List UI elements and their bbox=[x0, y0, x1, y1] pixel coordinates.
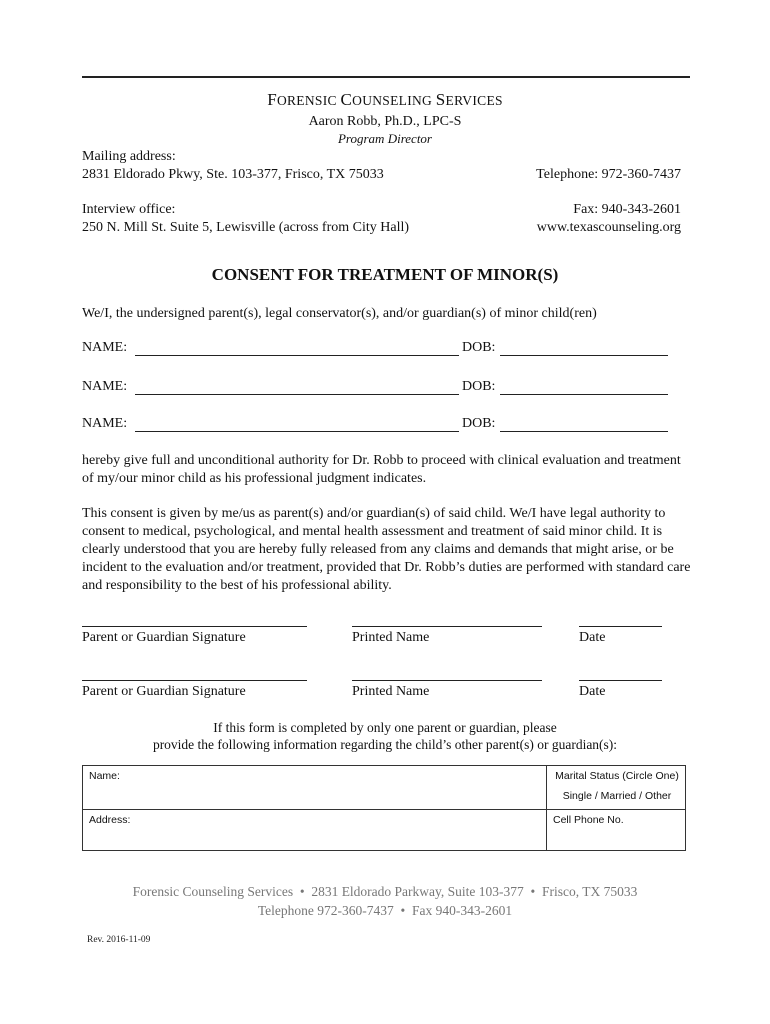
other-parent-note bbox=[0, 719, 770, 753]
child-name-field[interactable] bbox=[135, 431, 459, 432]
date-line[interactable] bbox=[579, 680, 662, 681]
date-label: Date bbox=[579, 630, 606, 645]
org-title-part: C bbox=[340, 90, 353, 109]
org-title-part: OUNSELING bbox=[352, 93, 436, 108]
authority-paragraph: hereby give full and unconditional authority for Dr. Robb to proceed with clinical evaluation and treatment of my/our minor child as his professional judgment indicates. bbox=[82, 453, 681, 486]
other-parent-name-field[interactable]: Name: bbox=[89, 770, 120, 782]
header-rule bbox=[82, 76, 690, 78]
mailing-label: Mailing address: bbox=[82, 149, 176, 164]
interview-office-block bbox=[82, 201, 409, 237]
child-name-row bbox=[82, 340, 692, 360]
interview-label: Interview office: bbox=[82, 202, 176, 217]
child-name-field[interactable] bbox=[135, 355, 459, 356]
child-name-row bbox=[82, 379, 692, 399]
dob-label: DOB: bbox=[462, 340, 496, 355]
printed-name-line[interactable] bbox=[352, 626, 542, 627]
child-dob-field[interactable] bbox=[500, 355, 668, 356]
parent-signature-line[interactable] bbox=[82, 626, 307, 627]
child-name-row bbox=[82, 416, 692, 436]
name-label: NAME: bbox=[82, 416, 128, 431]
director-title: Program Director bbox=[337, 131, 432, 146]
printed-name-label: Printed Name bbox=[352, 630, 430, 645]
interview-address: 250 N. Mill St. Suite 5, Lewisville (across from City Hall) bbox=[82, 220, 410, 235]
box-divider bbox=[546, 766, 547, 850]
marital-status-options[interactable]: Single / Married / Other bbox=[562, 790, 672, 802]
child-dob-field[interactable] bbox=[500, 431, 668, 432]
organization-title bbox=[0, 90, 770, 110]
name-label: NAME: bbox=[82, 340, 128, 355]
website: www.texascounseling.org bbox=[536, 220, 681, 235]
footer-line: Telephone 972-360-7437 • Fax 940-343-2601 bbox=[257, 903, 513, 918]
printed-name-line[interactable] bbox=[352, 680, 542, 681]
box-divider bbox=[83, 809, 685, 810]
fax-number: Fax: 940-343-2601 bbox=[573, 202, 681, 217]
footer-line: Forensic Counseling Services • 2831 Eldorado Parkway, Suite 103-377 • Frisco, TX 75033 bbox=[132, 884, 638, 899]
printed-name-label: Printed Name bbox=[352, 684, 430, 699]
parent-signature-line[interactable] bbox=[82, 680, 307, 681]
other-parent-info-box bbox=[82, 765, 686, 851]
dob-label: DOB: bbox=[462, 416, 496, 431]
other-parent-address-field[interactable]: Address: bbox=[89, 814, 131, 826]
form-title: CONSENT FOR TREATMENT OF MINOR(S) bbox=[211, 265, 559, 284]
org-title-part: ERVICES bbox=[445, 93, 503, 108]
telephone: Telephone: 972-360-7437 bbox=[536, 167, 681, 182]
intro-paragraph: We/I, the undersigned parent(s), legal conservator(s), and/or guardian(s) of minor child(ren) bbox=[82, 306, 597, 321]
revision-date: Rev. 2016-11-09 bbox=[87, 935, 151, 945]
org-title-part: F bbox=[267, 90, 277, 109]
parent-signature-label: Parent or Guardian Signature bbox=[82, 684, 246, 699]
consent-paragraph: This consent is given by me/us as parent(s) and/or guardian(s) of said child. We/I have legal authority to consent to medical, psychological, and mental health assessment and treatment of said minor child. It is clearly understood that you are hereby fully released from any claims and demands that might arise, or be incident to the evaluation and/or treatment, provided that Dr. Robb’s duties are performed with standard care and responsibility to the best of his professional ability. bbox=[82, 506, 691, 593]
page-footer bbox=[0, 882, 770, 920]
marital-status-label: Marital Status (Circle One) bbox=[555, 770, 679, 782]
date-line[interactable] bbox=[579, 626, 662, 627]
mailing-address-block bbox=[82, 148, 384, 184]
dob-label: DOB: bbox=[462, 379, 496, 394]
org-title-part: S bbox=[435, 90, 446, 109]
mailing-address: 2831 Eldorado Pkwy, Ste. 103-377, Frisco, TX 75033 bbox=[82, 167, 384, 182]
org-title-part: ORENSIC bbox=[276, 93, 341, 108]
parent-signature-label: Parent or Guardian Signature bbox=[82, 630, 246, 645]
child-dob-field[interactable] bbox=[500, 394, 668, 395]
note-line: provide the following information regarding the child’s other parent(s) or guardian(s): bbox=[152, 737, 618, 752]
director-name: Aaron Robb, Ph.D., LPC-S bbox=[308, 114, 462, 129]
name-label: NAME: bbox=[82, 379, 128, 394]
fax-website-block bbox=[537, 201, 681, 237]
date-label: Date bbox=[579, 684, 606, 699]
child-name-field[interactable] bbox=[135, 394, 459, 395]
note-line: If this form is completed by only one parent or guardian, please bbox=[213, 720, 557, 735]
cell-phone-field[interactable]: Cell Phone No. bbox=[553, 814, 624, 826]
